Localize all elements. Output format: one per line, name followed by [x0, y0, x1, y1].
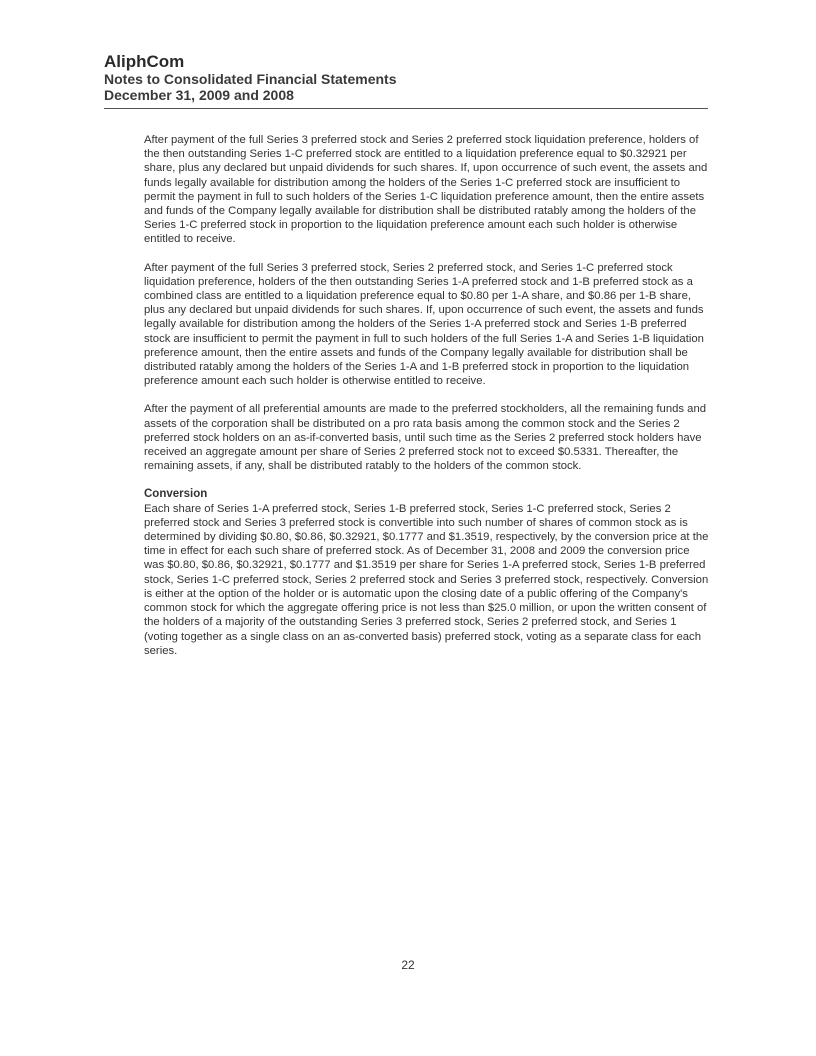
header-divider [104, 108, 708, 109]
paragraph-liquidation-series-1c: After payment of the full Series 3 preferred stock and Series 2 preferred stock liquidation preference, holders of the then outstanding Series 1-C preferred stock are entitled to a liquidation preference equal to $0.32921 per share, plus any declared but unpaid dividends for such shares. If, upon occurrence of such event, the assets and funds legally available for distribution among the holders of the Series 1-C preferred stock are insufficient to permit the payment in full to such holders of the Series 1-C liquidation preference amount, then the entire assets and funds of the Company legally available for distribution shall be distributed ratably among the holders of the Series 1-C preferred stock in proportion to the liquidation preference amount each such holder is otherwise entitled to receive. [144, 134, 708, 246]
document-title: Notes to Consolidated Financial Statements [104, 71, 397, 87]
paragraph-conversion: Each share of Series 1-A preferred stock, Series 1-B preferred stock, Series 1-C preferred stock, Series 2 preferred stock and Series 3 preferred stock is convertible into such number of shares of common stock as is determined by dividing $0.80, $0.86, $0.32921, $0.1777 and $1.3519, respectively, by the conversion price at the time in effect for each such share of preferred stock. As of December 31, 2008 and 2009 the conversion price was $0.80, $0.86, $0.32921, $0.1777 and $1.3519 per share for Series 1-A preferred stock, Series 1-B preferred stock, Series 1-C preferred stock, Series 2 preferred stock and Series 3 preferred stock, respectively. Conversion is either at the option of the holder or is automatic upon the closing date of a public offering of the Company's common stock for which the aggregate offering price is not less than $25.0 million, or upon the written consent of the holders of a majority of the outstanding Series 3 preferred stock, Series 2 preferred stock, and Series 1 (voting together as a single class on an as-converted basis) preferred stock, voting as a separate class for each series. [144, 502, 709, 657]
page-header [104, 52, 708, 103]
document-date-range: December 31, 2009 and 2008 [104, 87, 294, 103]
conversion-heading: Conversion [144, 488, 208, 501]
paragraph-remaining-distribution: After the payment of all preferential amounts are made to the preferred stockholders, all the remaining funds and assets of the corporation shall be distributed on a pro rata basis among the common stock and the Series 2 preferred stock holders on an as-if-converted basis, until such time as the Series 2 preferred stock holders have received an aggregate amount per share of Series 2 preferred stock not to exceed $0.5331. Thereafter, the remaining assets, if any, shall be distributed ratably to the holders of the common stock. [144, 403, 707, 473]
paragraph-liquidation-series-1a-1b: After payment of the full Series 3 preferred stock, Series 2 preferred stock, and Series 1-C preferred stock liquidation preference, holders of the then outstanding Series 1-A preferred stock and 1-B preferred stock as a combined class are entitled to a liquidation preference equal to $0.80 per 1-A share, and $0.86 per 1-B share, plus any declared but unpaid dividends for such shares. If, upon occurrence of such event, the assets and funds legally available for distribution among the holders of the Series 1-A preferred stock and Series 1-B preferred stock are insufficient to permit the payment in full to such holders of the full Series 1-A and Series 1-B liquidation preference amount, then the entire assets and funds of the Company legally available for distribution shall be distributed ratably among the holders of the Series 1-A and 1-B preferred stock in proportion to the liquidation preference amount each such holder is otherwise entitled to receive. [144, 261, 704, 388]
notes-body [144, 133, 710, 672]
page-number: 22 [401, 958, 415, 972]
company-name: AliphCom [104, 52, 185, 71]
